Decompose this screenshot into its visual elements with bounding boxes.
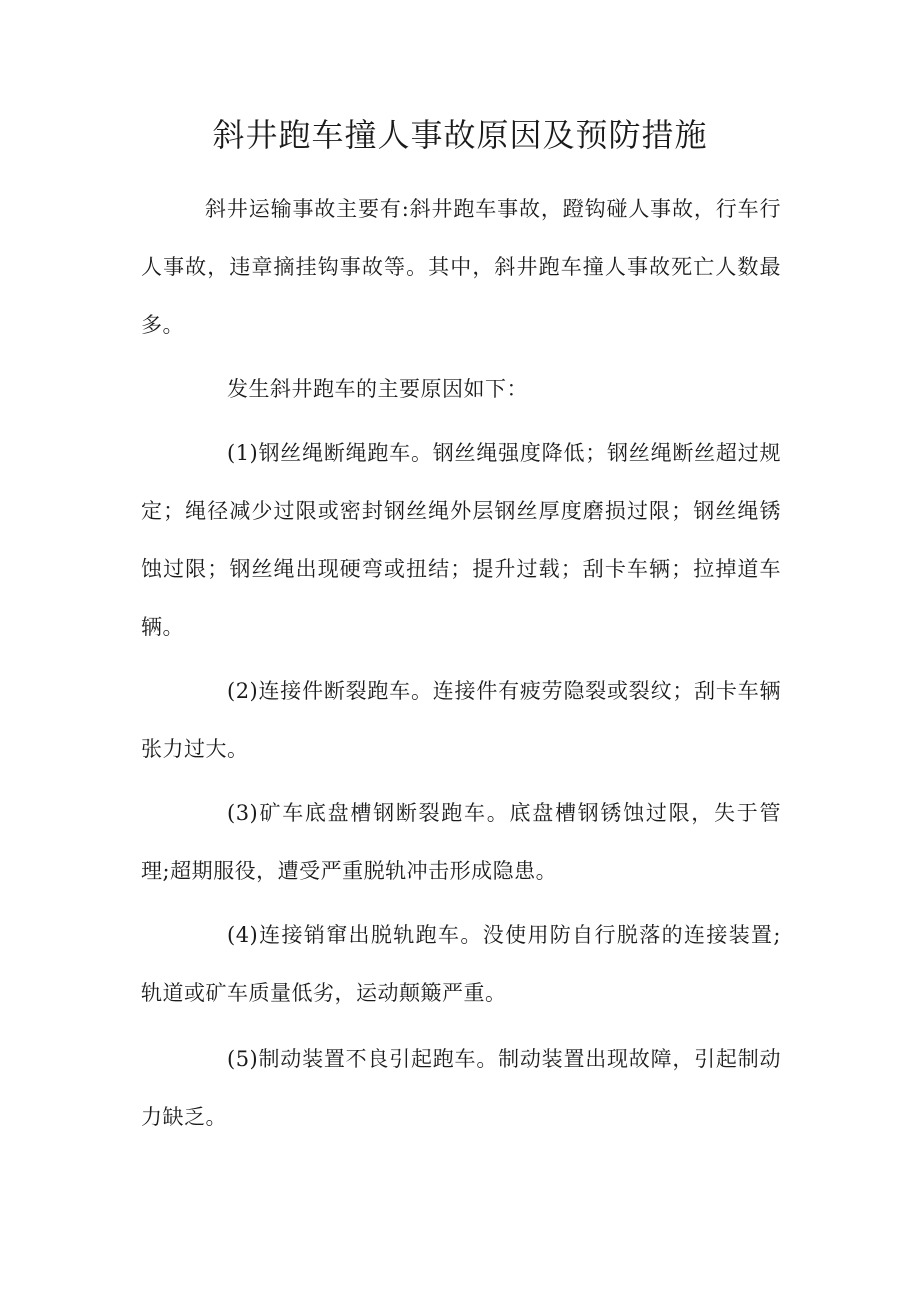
intro-paragraph: 斜井运输事故主要有:斜井跑车事故，蹬钩碰人事故，行车行人事故，违章摘挂钩事故等。其中，斜井跑车撞人事故死亡人数最多。 bbox=[141, 197, 781, 337]
document-body bbox=[141, 180, 781, 1146]
causes-heading-paragraph: 发生斜井跑车的主要原因如下： bbox=[227, 377, 528, 401]
cause-3-paragraph: (3)矿车底盘槽钢断裂跑车。底盘槽钢锈蚀过限，失于管理;超期服役，遭受严重脱轨冲击形成隐患。 bbox=[141, 801, 781, 883]
cause-2-paragraph: (2)连接件断裂跑车。连接件有疲劳隐裂或裂纹；刮卡车辆张力过大。 bbox=[141, 679, 781, 761]
cause-4-paragraph: (4)连接销窜出脱轨跑车。没使用防自行脱落的连接装置;轨道或矿车质量低劣，运动颠簸严重。 bbox=[141, 923, 781, 1005]
document-title: 斜井跑车撞人事故原因及预防措施 bbox=[212, 116, 708, 154]
cause-1-paragraph: (1)钢丝绳断绳跑车。钢丝绳强度降低；钢丝绳断丝超过规定；绳径减少过限或密封钢丝绳外层钢丝厚度磨损过限；钢丝绳锈蚀过限；钢丝绳出现硬弯或扭结；提升过载；刮卡车辆；拉掉道车辆。 bbox=[141, 441, 781, 639]
cause-5-paragraph: (5)制动装置不良引起跑车。制动装置出现故障，引起制动力缺乏。 bbox=[141, 1047, 781, 1129]
